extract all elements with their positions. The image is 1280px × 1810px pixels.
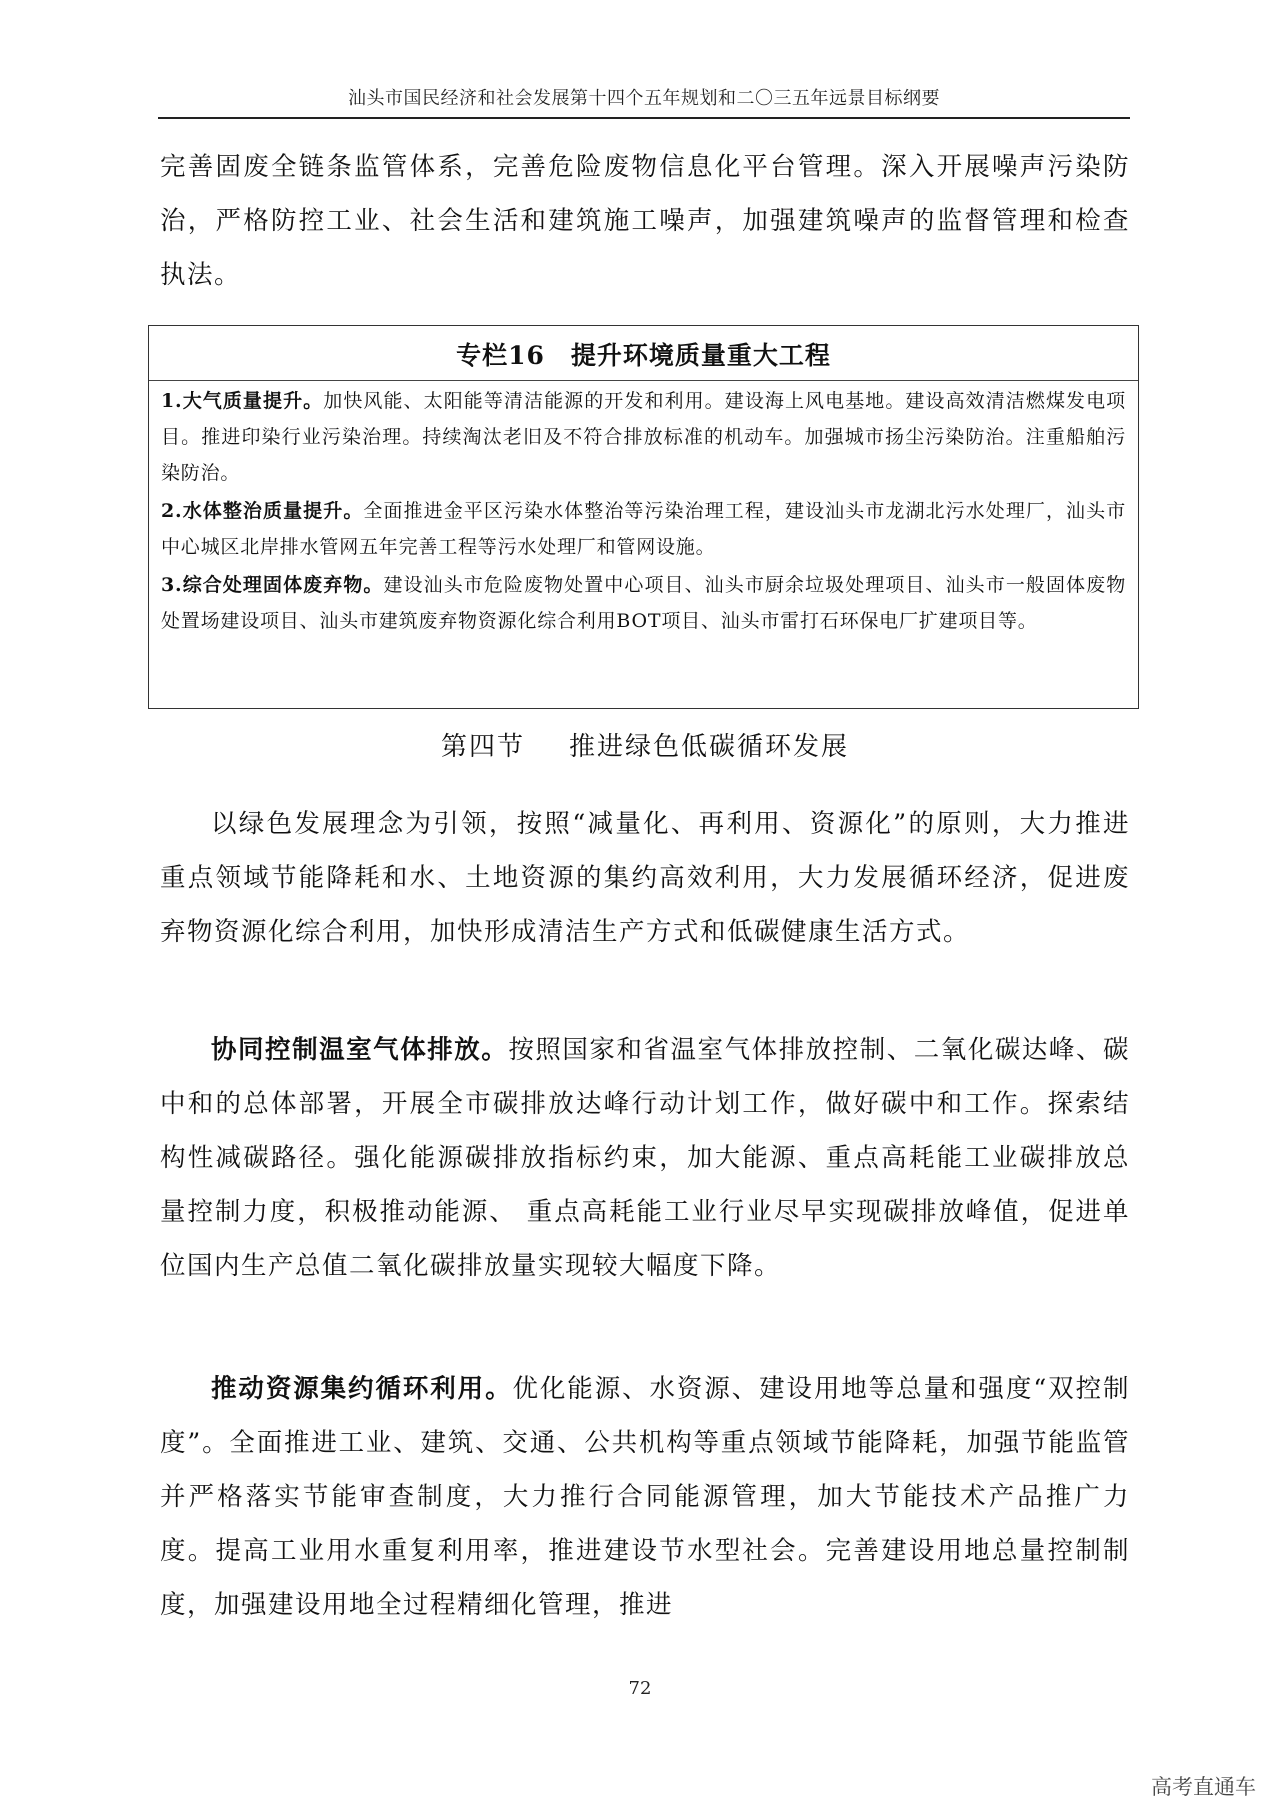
section-title: 推进绿色低碳循环发展 [569,732,850,762]
page-header-title: 汕头市国民经济和社会发展第十四个五年规划和二〇三五年远景目标纲要 [348,88,940,109]
paragraph-lead: 推动资源集约循环利用。 [211,1374,513,1404]
column-item [149,493,1138,565]
column-title-divider [149,380,1138,381]
paragraph-text: 以绿色发展理念为引领，按照“减量化、再利用、资源化”的原则，大力推进重点领域节能降耗和水、土地资源的集约高效利用，大力发展循环经济，促进废弃物资源化综合利用，加快形成清洁生产方式和低碳健康生活方式。 [160,809,1130,947]
column-item-heading: 2.水体整治质量提升。 [161,500,364,522]
column-item-text: 建设汕头市危险废物处置中心项目、汕头市厨余垃圾处理项目、汕头市一般固体废物处置场建设项目、汕头市建筑废弃物资源化综合利用BOT项目、汕头市雷打石环保电厂扩建项目等。 [161,574,1126,632]
header-divider [158,117,1130,119]
paragraph-lead: 协同控制温室气体排放。 [211,1035,509,1065]
body-paragraph [160,1023,1130,1293]
column-item-heading: 1.大气质量提升。 [161,390,324,412]
watermark-text: 高考直通车 [1151,1775,1256,1799]
section-heading [160,726,1130,763]
paragraph-text: 优化能源、水资源、建设用地等总量和强度“双控制度”。全面推进工业、建筑、交通、公共机构等重点领域节能降耗，加强节能监管并严格落实节能审查制度，大力推行合同能源管理，加大节能技术产品推广力度。提高工业用水重复利用率，推进建设节水型社会。完善建设用地总量控制制度，加强建设用地全过程精细化管理，推进 [160,1374,1130,1620]
column-item [149,567,1138,639]
feature-column-box [148,325,1139,709]
column-item [149,383,1138,491]
column-item-text: 加快风能、太阳能等清洁能源的开发和利用。建设海上风电基地。建设高效清洁燃煤发电项目。推进印染行业污染治理。持续淘汰老旧及不符合排放标准的机动车。加强城市扬尘污染防治。注重船舶污染防治。 [161,390,1126,484]
intro-paragraph: 完善固废全链条监管体系，完善危险废物信息化平台管理。深入开展噪声污染防治，严格防控工业、社会生活和建筑施工噪声，加强建筑噪声的监督管理和检查执法。 [160,152,1130,290]
paragraph-text: 按照国家和省温室气体排放控制、二氧化碳达峰、碳中和的总体部署，开展全市碳排放达峰行动计划工作，做好碳中和工作。探索结构性减碳路径。强化能源碳排放指标约束，加大能源、重点高耗能工业碳排放总量控制力度，积极推动能源、 重点高耗能工业行业尽早实现碳排放峰值，促进单位国内生产总值二氧化碳排放量实现较大幅度下降。 [160,1035,1130,1281]
column-item-text: 全面推进金平区污染水体整治等污染治理工程，建设汕头市龙湖北污水处理厂，汕头市中心城区北岸排水管网五年完善工程等污水处理厂和管网设施。 [161,500,1127,558]
body-paragraph [160,797,1130,959]
column-title: 专栏16 提升环境质量重大工程 [456,341,831,370]
section-number: 第四节 [440,732,525,762]
page-number: 72 [628,1678,652,1699]
body-paragraph [160,1362,1130,1632]
column-item-heading: 3.综合处理固体废弃物。 [161,574,384,596]
